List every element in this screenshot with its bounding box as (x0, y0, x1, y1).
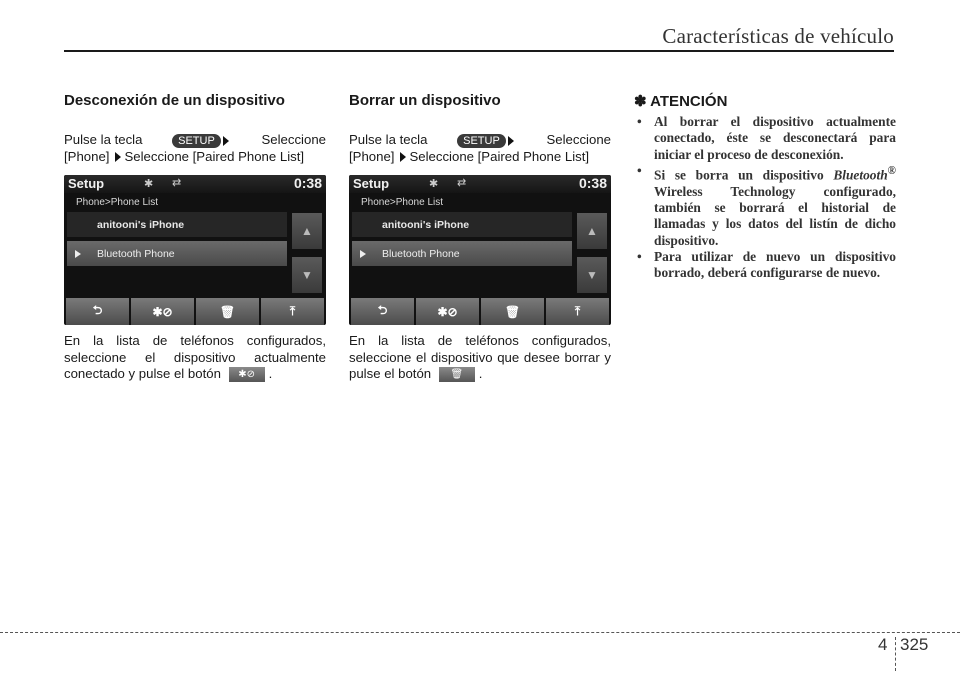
arrow-icon (115, 152, 121, 162)
screen-breadcrumb: Phone>Phone List (361, 197, 444, 208)
screen-breadcrumb: Phone>Phone List (76, 197, 159, 208)
arrow-icon (400, 152, 406, 162)
usb-icon: ⇄ (457, 177, 467, 189)
move-top-button[interactable]: ⤒ (546, 298, 609, 325)
play-icon (75, 250, 81, 258)
screen-title: Setup (353, 176, 390, 191)
screen-toolbar (349, 298, 611, 325)
instr-text: [Phone] (349, 149, 395, 164)
footer-separator (895, 637, 896, 671)
disconnect-button-icon: ✱⊘ (229, 367, 265, 382)
delete-button[interactable]: 🗑 (481, 298, 544, 325)
paragraph-text: En la lista de teléfonos configurados, seleccione el dispositivo actualmente conectado y pulse el botón (64, 333, 326, 381)
setup-screen (349, 175, 611, 325)
setup-screen (64, 175, 326, 325)
phone-name: Bluetooth Phone (97, 247, 175, 260)
instr-text: [Phone] (64, 149, 110, 164)
scroll-up-button[interactable]: ▲ (292, 213, 322, 249)
footer-rule (0, 632, 960, 633)
list-item (634, 163, 896, 249)
phone-name: Bluetooth Phone (382, 247, 460, 260)
screen-status-bar (349, 175, 611, 193)
usb-icon: ⇄ (172, 177, 182, 189)
instr-text: Seleccione [Paired Phone List] (409, 149, 590, 164)
list-item-text: Para utilizar de nuevo un dispositivo borrado, deberá configurarse de nuevo. (654, 248, 896, 281)
scroll-up-button[interactable]: ▲ (577, 213, 607, 249)
back-button[interactable]: ⮌ (351, 298, 414, 325)
instr-text: Seleccione [Paired Phone List] (124, 149, 305, 164)
page-number: 325 (900, 635, 929, 654)
delete-button[interactable]: 🗑 (196, 298, 259, 325)
brand-text: Bluetooth (833, 167, 888, 183)
list-item-text: Al borrar el dispositivo actualmente conectado, éste se desconectará para iniciar el proceso de desconexión. (654, 114, 896, 162)
phone-list-item[interactable] (352, 212, 572, 237)
instr-text: Seleccione (261, 132, 326, 147)
section-delete (349, 92, 611, 383)
phone-name: anitooni's iPhone (97, 218, 185, 231)
list-item-text: Wireless Technology configurado, también se borrará el historial de llamadas y los datos del listín de dicho dispositivo. (654, 183, 896, 248)
section-heading: Borrar un dispositivo (349, 92, 501, 109)
attention-heading: ✽ ATENCIÓN (634, 93, 728, 110)
registered-mark: ® (887, 164, 896, 177)
chapter-number: 4 (878, 635, 888, 654)
screen-time: 0:38 (578, 175, 607, 191)
disconnect-button[interactable]: ✱⊘ (416, 298, 479, 325)
back-button[interactable]: ⮌ (66, 298, 129, 325)
instr-text: Seleccione (546, 132, 611, 147)
play-icon (360, 250, 366, 258)
instructions (64, 131, 326, 165)
section-disconnect (64, 92, 326, 383)
list-item (634, 249, 896, 282)
list-item (634, 114, 896, 163)
disconnect-button[interactable]: ✱⊘ (131, 298, 194, 325)
attention-box (634, 92, 896, 281)
bluetooth-icon: ✱ (144, 178, 154, 190)
phone-name: anitooni's iPhone (382, 218, 470, 231)
setup-key: SETUP (457, 134, 506, 148)
move-top-button[interactable]: ⤒ (261, 298, 324, 325)
instr-text: Pulse la tecla (349, 132, 428, 147)
screen-status-bar (64, 175, 326, 193)
section-heading: Desconexión de un dispositivo (64, 92, 285, 109)
delete-button-icon: 🗑 (439, 367, 475, 382)
paragraph: En la lista de teléfonos configurados, seleccione el dispositivo que desee borrar y pulse el botón 🗑 . (349, 333, 611, 381)
attention-list (634, 114, 896, 281)
phone-list-item-selected[interactable] (352, 241, 572, 266)
paragraph: En la lista de teléfonos configurados, seleccione el dispositivo actualmente conectado y pulse el botón ✱⊘ . (64, 333, 326, 381)
screen-time: 0:38 (293, 175, 322, 191)
screen-toolbar (64, 298, 326, 325)
list-item-text: Si se borra un dispositivo (654, 167, 834, 183)
scroll-down-button[interactable]: ▼ (292, 257, 322, 293)
header-title: Características de vehículo (662, 24, 894, 48)
setup-key: SETUP (172, 134, 221, 148)
arrow-icon (508, 136, 514, 146)
paragraph-text: En la lista de teléfonos configurados, seleccione el dispositivo que desee borrar y pulse el botón (349, 333, 611, 381)
instructions (349, 131, 611, 165)
bluetooth-icon: ✱ (429, 178, 439, 190)
phone-list-item[interactable] (67, 212, 287, 237)
header-rule (64, 50, 894, 52)
scroll-down-button[interactable]: ▼ (577, 257, 607, 293)
screen-title: Setup (68, 176, 105, 191)
instr-text: Pulse la tecla (64, 132, 143, 147)
arrow-icon (223, 136, 229, 146)
phone-list-item-selected[interactable] (67, 241, 287, 266)
